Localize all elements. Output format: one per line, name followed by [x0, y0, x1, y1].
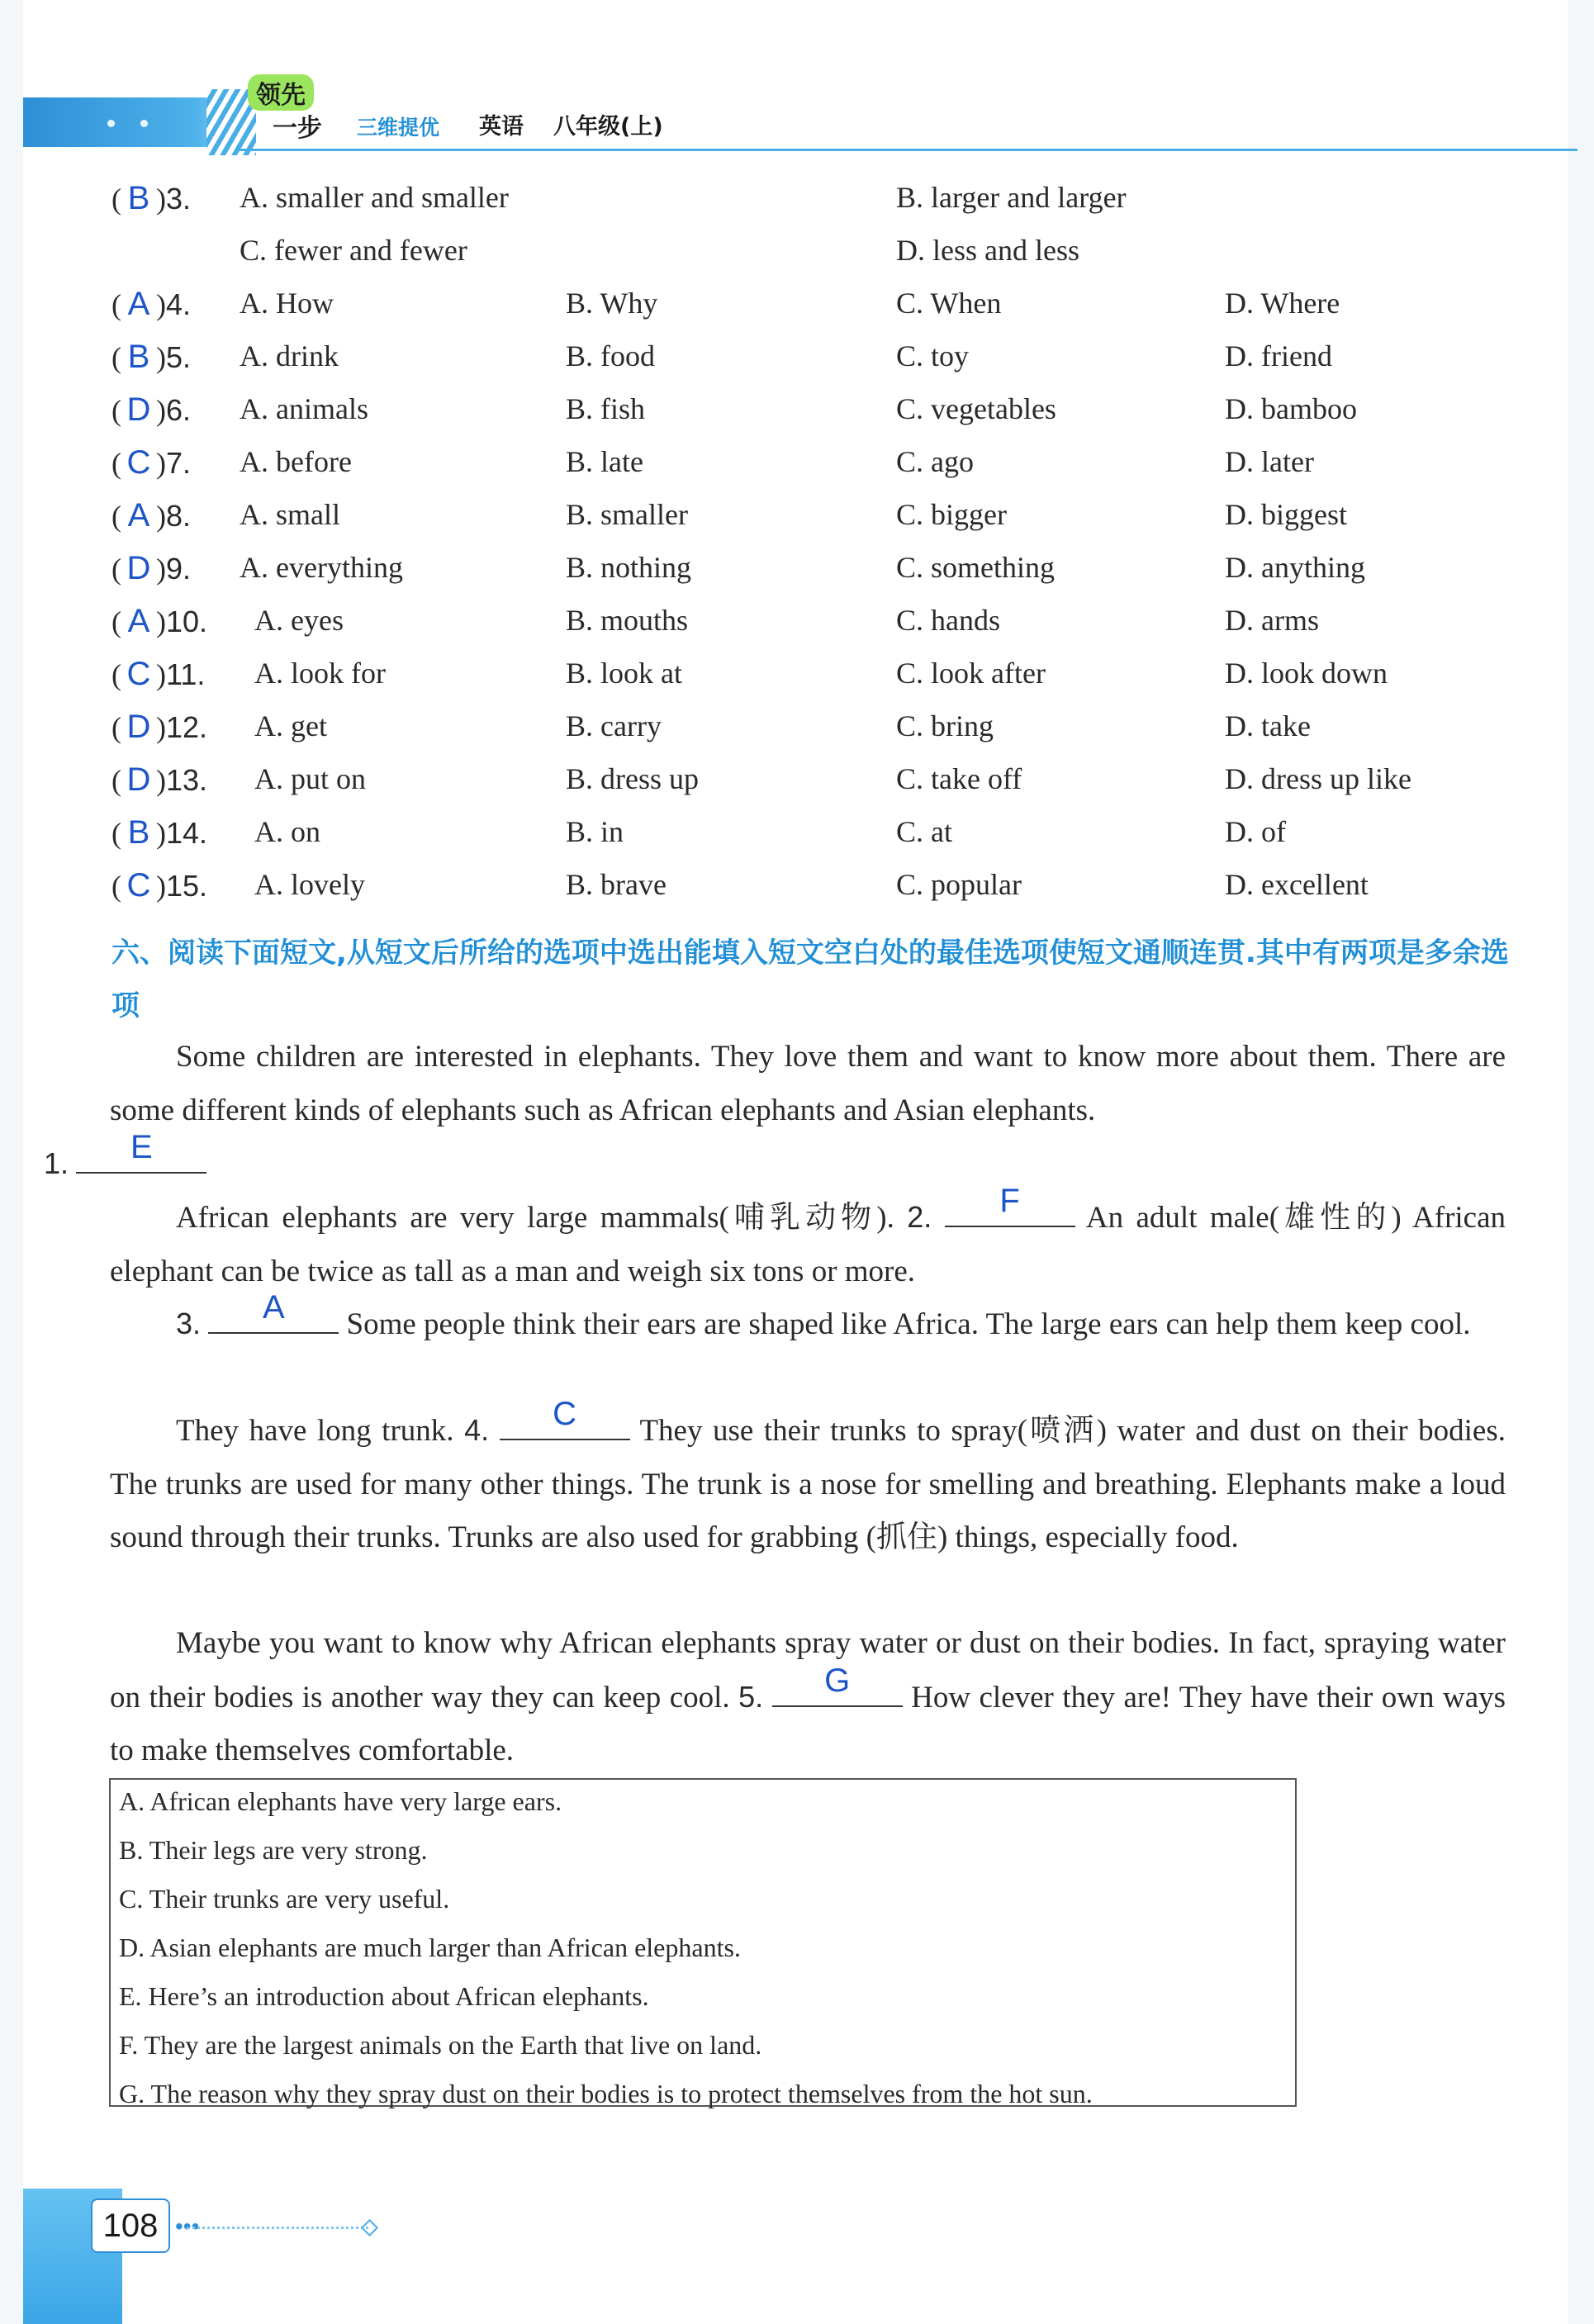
question-row: ( D )9. [111, 550, 192, 586]
diamond-icon [361, 2219, 378, 2236]
option-b: B. smaller [566, 498, 688, 531]
blank-answer: F [999, 1183, 1020, 1219]
option-a: A. everything [240, 551, 403, 584]
option-b: B. fish [566, 392, 646, 425]
question-row: ( B )3. [111, 180, 192, 216]
options-box [109, 1778, 1297, 2107]
answer-mark: B [127, 814, 150, 851]
option-d: D. biggest [1225, 498, 1347, 531]
option-c: C. toy [896, 339, 970, 372]
answer-blank [500, 1396, 630, 1440]
passage-paragraph-4 [110, 1396, 1506, 1565]
option-c: C. hands [896, 604, 1000, 637]
passage-text: They have long trunk. [176, 1414, 454, 1448]
brand-logo-top: 领先 [248, 74, 314, 111]
option-b: B. dress up [566, 762, 699, 795]
header-rule [240, 149, 1577, 151]
blank-answer: C [553, 1396, 577, 1432]
header-dot [107, 120, 115, 127]
option-item: C. Their trunks are very useful. [119, 1884, 450, 1914]
option-item: F. They are the largest animals on the Earth that live on land. [119, 2030, 762, 2060]
option-b: B. mouths [566, 604, 689, 637]
question-number: 9. [166, 552, 192, 586]
header-band [23, 97, 238, 147]
option-b: B. food [566, 339, 655, 372]
option-b: B. larger and larger [896, 181, 1127, 214]
answer-mark: D [126, 391, 151, 428]
footer-dotted-rule [187, 2227, 368, 2229]
option-item: A. African elephants have very large ears. [119, 1786, 562, 1816]
passage-text: How clever they are! They have their own ways to make themselves comfortable. [110, 1680, 1506, 1767]
option-item: G. The reason why they spray dust on their bodies is to protect themselves from the hot sun. [119, 2079, 1093, 2108]
option-d: D. excellent [1225, 868, 1369, 901]
option-c: C. bring [896, 709, 994, 742]
question-row: ( A )8. [111, 497, 192, 534]
passage-text: African elephants are very large mammals(哺乳动物). [176, 1201, 894, 1235]
question-number: 4. [166, 287, 192, 321]
blank-number: 5. [738, 1679, 764, 1714]
option-a: A. put on [254, 762, 366, 795]
answer-blank [208, 1289, 339, 1334]
option-item: E. Here’s an introduction about African elephants. [119, 1981, 649, 2011]
option-a: A. look for [254, 657, 386, 690]
passage-text: They use their trunks to spray(喷洒) water and dust on their bodies. The trunks are used for many other things. The trunk is a nose for smelling and breathing. Elephants make a loud sound through their trunks. Trunks are also used for grabbing (抓住) things, especially food. [110, 1414, 1506, 1554]
option-d: D. Where [1225, 287, 1340, 320]
series-name: 三维提优 [357, 116, 440, 140]
option-c: C. something [896, 551, 1056, 584]
passage-paragraph-5 [110, 1617, 1506, 1778]
option-d: D. arms [1225, 604, 1319, 637]
blank-answer: E [130, 1129, 153, 1165]
option-c: C. fewer and fewer [240, 234, 467, 267]
answer-blank [772, 1662, 903, 1707]
passage-text: Some children are interested in elephants. They love them and want to know more about them. There are some different kinds of elephants such as African elephants and Asian elephants. [110, 1040, 1506, 1127]
page-right-edge [1568, 0, 1594, 2324]
question-number: 15. [166, 869, 208, 903]
question-row: ( C )15. [111, 867, 208, 904]
page-left-edge [0, 0, 23, 2324]
option-d: D. take [1225, 709, 1311, 742]
passage-text: An adult male(雄性的) African elephant can be twice as tall as a man and weigh six tons or more. [110, 1201, 1506, 1288]
question-row: ( A )4. [111, 286, 192, 322]
question-number: 10. [166, 605, 208, 638]
option-a: A. smaller and smaller [240, 181, 509, 214]
question-row: ( B )5. [111, 339, 192, 375]
option-d: D. look down [1225, 657, 1388, 690]
option-b: B. carry [566, 709, 662, 742]
passage-text: Some people think their ears are shaped like Africa. The large ears can help them keep cool. [346, 1307, 1471, 1341]
answer-mark: B [127, 339, 150, 375]
option-c: C. vegetables [896, 392, 1056, 425]
answer-mark: C [126, 444, 151, 481]
question-row: ( A )10. [111, 603, 208, 639]
option-c: C. bigger [896, 498, 1007, 531]
page-number: 108 [91, 2198, 170, 2253]
question-number: 3. [166, 182, 192, 216]
question-number: 14. [166, 816, 208, 850]
brand-logo-bottom: 一步 [273, 114, 322, 143]
option-a: A. on [254, 815, 320, 848]
blank-answer: G [824, 1662, 851, 1699]
answer-mark: D [126, 709, 151, 745]
option-a: A. eyes [254, 604, 344, 637]
question-row: ( C )7. [111, 444, 192, 481]
passage-text: Maybe you want to know why African elephants spray water or dust on their bodies. In fact, spraying water on their bodies is another way they can keep cool. [110, 1626, 1506, 1715]
question-number: 12. [166, 710, 208, 744]
section-title: 六、阅读下面短文,从短文后所给的选项中选出能填入短文空白处的最佳选项使短文通顺连贯.其中有两项是多余选项 [111, 937, 1509, 1022]
option-d: D. anything [1225, 551, 1365, 584]
option-b: B. late [566, 445, 643, 478]
option-b: B. look at [566, 657, 682, 690]
answer-mark: A [127, 497, 150, 534]
blank-number: 3. [176, 1307, 202, 1340]
answer-mark: A [127, 603, 150, 639]
option-a: A. get [254, 709, 327, 742]
option-c: C. popular [896, 868, 1022, 901]
option-d: D. bamboo [1225, 392, 1357, 425]
grade-name: 八年级(上) [553, 114, 663, 140]
passage-paragraph-1 [44, 1031, 1506, 1192]
question-row: ( D )13. [111, 761, 208, 798]
blank-answer: A [262, 1289, 285, 1326]
blank-number: 1. [44, 1146, 69, 1180]
option-c: C. When [896, 287, 1002, 320]
option-d: D. friend [1225, 339, 1332, 372]
question-number: 6. [166, 393, 192, 427]
answer-mark: C [126, 656, 151, 692]
question-row: ( D )12. [111, 709, 208, 745]
option-a: A. drink [240, 339, 339, 372]
answer-mark: D [126, 550, 151, 586]
question-row: ( C )11. [111, 656, 206, 692]
answer-blank [945, 1183, 1075, 1227]
option-b: B. Why [566, 287, 658, 320]
option-b: B. in [566, 815, 624, 848]
answer-mark: B [127, 180, 150, 216]
option-item: D. Asian elephants are much larger than African elephants. [119, 1933, 741, 1962]
option-a: A. before [240, 445, 352, 478]
option-a: A. animals [240, 392, 368, 425]
question-row: ( D )6. [111, 391, 192, 428]
option-item: B. Their legs are very strong. [119, 1835, 428, 1865]
passage-paragraph-3 [110, 1289, 1506, 1352]
header-dot [140, 120, 148, 127]
option-a: A. small [240, 498, 340, 531]
question-row: ( B )14. [111, 814, 208, 851]
option-d: D. dress up like [1225, 762, 1411, 795]
option-a: A. lovely [254, 868, 365, 901]
option-c: C. look after [896, 657, 1046, 690]
answer-mark: C [126, 867, 151, 904]
blank-number: 4. [464, 1413, 490, 1447]
option-b: B. nothing [566, 551, 692, 584]
answer-mark: A [127, 286, 150, 322]
blank-number: 2. [907, 1200, 932, 1234]
subject-name: 英语 [479, 114, 524, 140]
option-d: D. less and less [896, 234, 1079, 267]
option-d: D. later [1225, 445, 1314, 478]
question-number: 13. [166, 763, 208, 797]
option-c: C. take off [896, 762, 1022, 795]
option-d: D. of [1225, 815, 1286, 848]
answer-mark: D [126, 761, 151, 798]
option-c: C. ago [896, 445, 974, 478]
answer-blank [76, 1129, 206, 1174]
question-number: 11. [166, 657, 206, 691]
question-number: 8. [166, 499, 192, 533]
footer-dots: ••• [175, 2213, 200, 2239]
option-a: A. How [240, 287, 334, 320]
question-number: 5. [166, 340, 192, 374]
option-c: C. at [896, 815, 952, 848]
question-number: 7. [166, 446, 192, 480]
option-b: B. brave [566, 868, 667, 901]
